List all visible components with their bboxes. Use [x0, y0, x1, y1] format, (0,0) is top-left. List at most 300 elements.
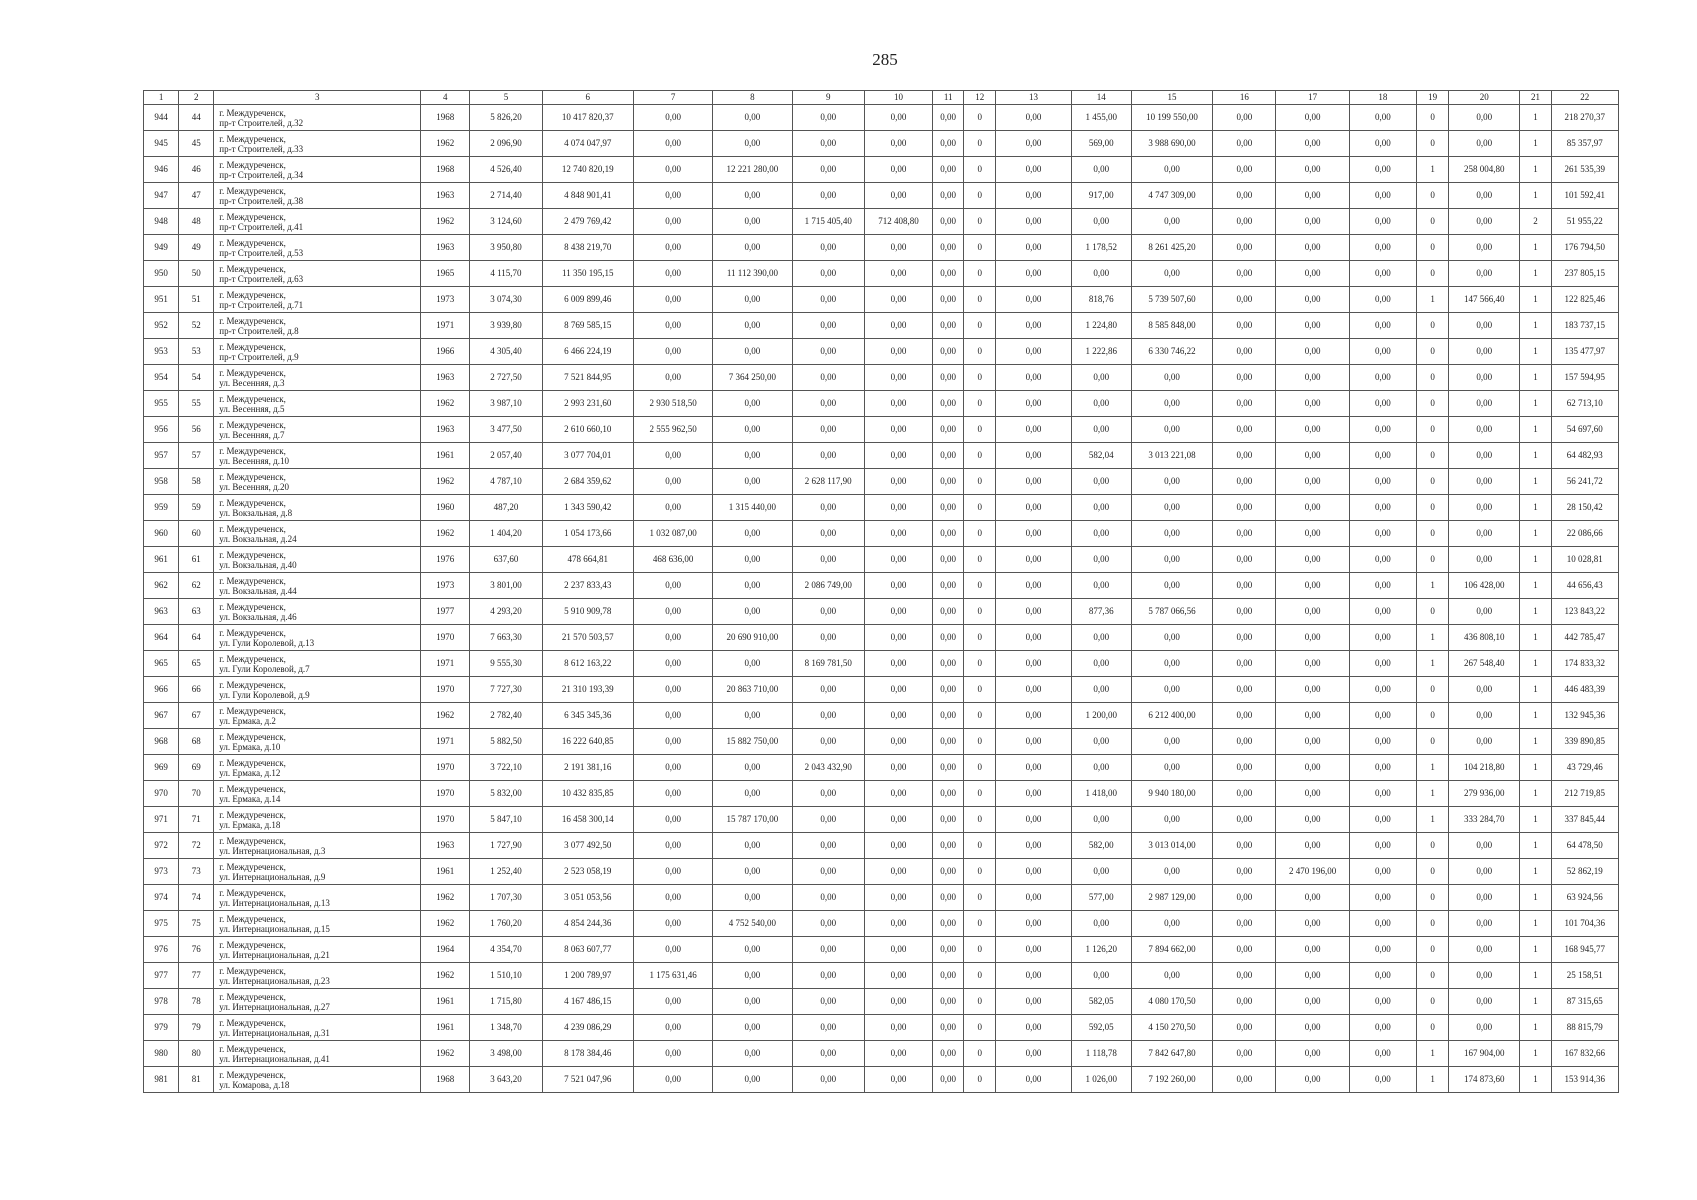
table-cell: 15 882 750,00 [713, 729, 792, 755]
table-cell: 59 [179, 495, 214, 521]
table-cell: 15 787 170,00 [713, 807, 792, 833]
column-header: 2 [179, 91, 214, 105]
table-cell: 0,00 [996, 183, 1071, 209]
table-cell: 0,00 [1349, 209, 1416, 235]
table-cell: 979 [144, 1015, 179, 1041]
table-cell: 1 [1520, 443, 1551, 469]
table-cell: 0,00 [633, 339, 712, 365]
table-body [144, 105, 1619, 1093]
address-street: ул. Интернациональная, д.27 [219, 1001, 330, 1012]
table-cell: 0,00 [864, 339, 932, 365]
table-cell: 218 270,37 [1551, 105, 1618, 131]
address-city: г. Междуреченск, [219, 523, 286, 534]
table-cell: 0,00 [1213, 651, 1276, 677]
table-cell: 0,00 [1213, 781, 1276, 807]
table-cell: 0,00 [1449, 1015, 1520, 1041]
table-cell: 0 [1417, 443, 1449, 469]
table-cell: 0 [964, 521, 996, 547]
table-cell: 45 [179, 131, 214, 157]
table-cell: 1 [1520, 391, 1551, 417]
table-cell: 0,00 [996, 729, 1071, 755]
column-header: 22 [1551, 91, 1618, 105]
table-row [144, 469, 1619, 495]
table-cell: 966 [144, 677, 179, 703]
table-cell: 54 [179, 365, 214, 391]
table-cell: 0,00 [1131, 261, 1212, 287]
table-cell: 0,00 [713, 651, 792, 677]
address-cell [214, 521, 421, 547]
table-cell: 3 987,10 [470, 391, 542, 417]
table-cell: 0,00 [864, 911, 932, 937]
address-cell [214, 417, 421, 443]
table-cell: 0,00 [1213, 495, 1276, 521]
table-cell: 122 825,46 [1551, 287, 1618, 313]
address-street: пр-т Строителей, д.33 [219, 143, 304, 154]
table-cell: 4 848 901,41 [542, 183, 633, 209]
table-cell: 1 [1520, 235, 1551, 261]
table-cell: 0,00 [1071, 625, 1131, 651]
table-cell: 2 555 962,50 [633, 417, 712, 443]
table-cell: 0 [964, 105, 996, 131]
table-cell: 0,00 [996, 313, 1071, 339]
table-cell: 0,00 [1276, 703, 1349, 729]
table-cell: 9 940 180,00 [1131, 781, 1212, 807]
address-cell [214, 625, 421, 651]
table-row [144, 573, 1619, 599]
table-cell: 63 [179, 599, 214, 625]
address-street: пр-т Строителей, д.32 [219, 117, 304, 128]
address-street: ул. Ермака, д.14 [219, 793, 281, 804]
table-cell: 73 [179, 859, 214, 885]
address-street: ул. Весенняя, д.10 [219, 455, 289, 466]
table-cell: 1 348,70 [470, 1015, 542, 1041]
table-cell: 0,00 [1449, 677, 1520, 703]
column-header: 3 [214, 91, 421, 105]
table-cell: 0,00 [1276, 209, 1349, 235]
table-cell: 0,00 [713, 391, 792, 417]
table-cell: 22 086,66 [1551, 521, 1618, 547]
table-cell: 0 [1417, 1015, 1449, 1041]
table-cell: 0,00 [1349, 989, 1416, 1015]
table-cell: 0,00 [1449, 131, 1520, 157]
table-cell: 1963 [421, 365, 470, 391]
table-row [144, 807, 1619, 833]
address-city: г. Междуреченск, [219, 653, 286, 664]
table-cell: 976 [144, 937, 179, 963]
table-cell: 0 [1417, 989, 1449, 1015]
table-cell: 1 [1520, 885, 1551, 911]
table-cell: 2 684 359,62 [542, 469, 633, 495]
table-cell: 0 [964, 131, 996, 157]
table-cell: 582,05 [1071, 989, 1131, 1015]
table-row [144, 599, 1619, 625]
table-cell: 0,00 [864, 365, 932, 391]
address-cell [214, 859, 421, 885]
column-header: 7 [633, 91, 712, 105]
table-cell: 0,00 [1213, 755, 1276, 781]
table-cell: 0,00 [933, 937, 964, 963]
table-cell: 0 [964, 235, 996, 261]
table-cell: 0,00 [996, 417, 1071, 443]
table-cell: 0 [1417, 547, 1449, 573]
table-cell: 1 [1520, 547, 1551, 573]
table-cell: 1962 [421, 391, 470, 417]
table-cell: 52 [179, 313, 214, 339]
table-cell: 818,76 [1071, 287, 1131, 313]
address-street: пр-т Строителей, д.34 [219, 169, 304, 180]
table-cell: 0,00 [633, 677, 712, 703]
table-cell: 0,00 [1213, 885, 1276, 911]
table-cell: 21 570 503,57 [542, 625, 633, 651]
table-cell: 87 315,65 [1551, 989, 1618, 1015]
address-city: г. Междуреченск, [219, 497, 286, 508]
column-header: 1 [144, 91, 179, 105]
table-cell: 0,00 [1071, 365, 1131, 391]
table-cell: 0,00 [864, 989, 932, 1015]
table-cell: 4 305,40 [470, 339, 542, 365]
table-cell: 0,00 [792, 131, 864, 157]
table-cell: 237 805,15 [1551, 261, 1618, 287]
table-cell: 0,00 [996, 1015, 1071, 1041]
table-cell: 0,00 [1213, 417, 1276, 443]
address-cell [214, 703, 421, 729]
table-cell: 279 936,00 [1449, 781, 1520, 807]
table-cell: 261 535,39 [1551, 157, 1618, 183]
table-cell: 4 854 244,36 [542, 911, 633, 937]
table-row [144, 703, 1619, 729]
table-cell: 0,00 [1071, 859, 1131, 885]
table-cell: 0,00 [1449, 599, 1520, 625]
table-cell: 0,00 [1276, 287, 1349, 313]
table-cell: 0,00 [996, 495, 1071, 521]
table-cell: 1970 [421, 625, 470, 651]
table-cell: 0,00 [1213, 963, 1276, 989]
table-cell: 6 466 224,19 [542, 339, 633, 365]
table-cell: 0,00 [1349, 755, 1416, 781]
address-city: г. Междуреченск, [219, 341, 286, 352]
address-cell [214, 651, 421, 677]
table-cell: 0,00 [864, 313, 932, 339]
table-cell: 1 715,80 [470, 989, 542, 1015]
table-cell: 0,00 [933, 1067, 964, 1093]
table-row [144, 963, 1619, 989]
table-cell: 1963 [421, 833, 470, 859]
address-street: ул. Весенняя, д.20 [219, 481, 289, 492]
table-cell: 6 212 400,00 [1131, 703, 1212, 729]
table-cell: 0 [964, 625, 996, 651]
table-cell: 0 [964, 755, 996, 781]
column-header: 10 [864, 91, 932, 105]
table-cell: 0,00 [1349, 313, 1416, 339]
table-cell: 0,00 [996, 989, 1071, 1015]
table-cell: 64 482,93 [1551, 443, 1618, 469]
table-cell: 174 833,32 [1551, 651, 1618, 677]
column-header: 19 [1417, 91, 1449, 105]
address-cell [214, 105, 421, 131]
table-cell: 0 [964, 391, 996, 417]
address-street: ул. Вокзальная, д.46 [219, 611, 297, 622]
table-cell: 0,00 [1449, 885, 1520, 911]
table-cell: 1 418,00 [1071, 781, 1131, 807]
table-cell: 0,00 [1449, 547, 1520, 573]
table-cell: 0,00 [1213, 703, 1276, 729]
table-cell: 0,00 [633, 261, 712, 287]
table-cell: 3 988 690,00 [1131, 131, 1212, 157]
table-cell: 1 707,30 [470, 885, 542, 911]
table-cell: 946 [144, 157, 179, 183]
table-cell: 1 200,00 [1071, 703, 1131, 729]
table-cell: 0,00 [1213, 989, 1276, 1015]
table-cell: 0,00 [1276, 183, 1349, 209]
table-cell: 0,00 [1449, 469, 1520, 495]
table-cell: 0,00 [1213, 521, 1276, 547]
table-cell: 0,00 [1349, 911, 1416, 937]
table-cell: 0,00 [1213, 235, 1276, 261]
table-cell: 0,00 [864, 859, 932, 885]
table-cell: 3 950,80 [470, 235, 542, 261]
table-cell: 20 863 710,00 [713, 677, 792, 703]
address-city: г. Междуреченск, [219, 393, 286, 404]
table-cell: 3 939,80 [470, 313, 542, 339]
table-cell: 3 013 014,00 [1131, 833, 1212, 859]
table-cell: 7 521 047,96 [542, 1067, 633, 1093]
table-cell: 63 924,56 [1551, 885, 1618, 911]
table-cell: 0 [1417, 313, 1449, 339]
table-cell: 60 [179, 521, 214, 547]
table-cell: 0,00 [933, 209, 964, 235]
table-cell: 1 [1520, 573, 1551, 599]
table-cell: 0,00 [1276, 469, 1349, 495]
address-city: г. Междуреченск, [219, 367, 286, 378]
table-cell: 0,00 [1131, 521, 1212, 547]
data-table [143, 90, 1619, 1093]
table-cell: 0,00 [1071, 495, 1131, 521]
table-cell: 2 628 117,90 [792, 469, 864, 495]
table-cell: 967 [144, 703, 179, 729]
table-cell: 0,00 [713, 573, 792, 599]
table-cell: 0,00 [713, 547, 792, 573]
table-cell: 478 664,81 [542, 547, 633, 573]
table-cell: 1 054 173,66 [542, 521, 633, 547]
table-cell: 0,00 [713, 469, 792, 495]
table-cell: 62 713,10 [1551, 391, 1618, 417]
table-cell: 0,00 [713, 1041, 792, 1067]
table-cell: 0,00 [792, 235, 864, 261]
table-cell: 123 843,22 [1551, 599, 1618, 625]
table-cell: 0 [964, 781, 996, 807]
table-cell: 0 [964, 1015, 996, 1041]
table-cell: 0 [1417, 833, 1449, 859]
address-street: ул. Вокзальная, д.24 [219, 533, 297, 544]
table-cell: 2 782,40 [470, 703, 542, 729]
table-cell: 1963 [421, 417, 470, 443]
table-cell: 16 222 640,85 [542, 729, 633, 755]
table-cell: 0 [1417, 183, 1449, 209]
table-cell: 0,00 [1276, 1067, 1349, 1093]
table-cell: 1962 [421, 963, 470, 989]
table-cell: 70 [179, 781, 214, 807]
column-header: 13 [996, 91, 1071, 105]
column-header: 12 [964, 91, 996, 105]
table-cell: 0,00 [1349, 885, 1416, 911]
table-cell: 3 801,00 [470, 573, 542, 599]
table-row [144, 651, 1619, 677]
address-street: ул. Ермака, д.2 [219, 715, 276, 726]
table-cell: 0,00 [1276, 235, 1349, 261]
table-cell: 0 [1417, 391, 1449, 417]
table-cell: 53 [179, 339, 214, 365]
table-cell: 258 004,80 [1449, 157, 1520, 183]
table-cell: 0,00 [1213, 729, 1276, 755]
table-cell: 0,00 [633, 365, 712, 391]
table-cell: 0 [964, 677, 996, 703]
table-cell: 0,00 [933, 677, 964, 703]
table-cell: 487,20 [470, 495, 542, 521]
address-city: г. Междуреченск, [219, 939, 286, 950]
table-cell: 0,00 [792, 521, 864, 547]
table-cell: 3 722,10 [470, 755, 542, 781]
table-cell: 0,00 [1131, 417, 1212, 443]
table-cell: 0,00 [1349, 105, 1416, 131]
table-cell: 0,00 [792, 963, 864, 989]
table-cell: 0,00 [1213, 1041, 1276, 1067]
table-cell: 0,00 [864, 573, 932, 599]
table-cell: 0,00 [633, 495, 712, 521]
table-cell: 0,00 [1276, 755, 1349, 781]
table-cell: 81 [179, 1067, 214, 1093]
table-cell: 0,00 [864, 1015, 932, 1041]
table-cell: 0,00 [1131, 755, 1212, 781]
table-cell: 0,00 [792, 599, 864, 625]
table-cell: 1 [1520, 677, 1551, 703]
table-cell: 1 [1520, 495, 1551, 521]
table-cell: 0,00 [1131, 157, 1212, 183]
address-cell [214, 547, 421, 573]
address-street: ул. Интернациональная, д.41 [219, 1053, 330, 1064]
table-cell: 1971 [421, 313, 470, 339]
table-cell: 0,00 [1349, 651, 1416, 677]
address-city: г. Междуреченск, [219, 1069, 286, 1080]
table-row [144, 989, 1619, 1015]
table-cell: 0,00 [1349, 729, 1416, 755]
table-cell: 0,00 [1213, 209, 1276, 235]
table-cell: 183 737,15 [1551, 313, 1618, 339]
table-cell: 1966 [421, 339, 470, 365]
table-cell: 1 178,52 [1071, 235, 1131, 261]
table-cell: 0,00 [996, 443, 1071, 469]
table-cell: 0,00 [1276, 261, 1349, 287]
table-cell: 0 [964, 183, 996, 209]
table-cell: 1961 [421, 859, 470, 885]
table-cell: 1 [1520, 469, 1551, 495]
table-cell: 0,00 [1213, 339, 1276, 365]
table-cell: 0 [964, 651, 996, 677]
table-cell: 0,00 [633, 313, 712, 339]
address-cell [214, 599, 421, 625]
table-row [144, 781, 1619, 807]
table-cell: 0 [964, 885, 996, 911]
table-cell: 1 [1520, 963, 1551, 989]
table-cell: 0,00 [633, 1015, 712, 1041]
table-cell: 0,00 [633, 625, 712, 651]
table-cell: 2 096,90 [470, 131, 542, 157]
table-cell: 71 [179, 807, 214, 833]
table-cell: 58 [179, 469, 214, 495]
column-header: 4 [421, 91, 470, 105]
table-cell: 8 769 585,15 [542, 313, 633, 339]
table-cell: 0,00 [792, 885, 864, 911]
table-cell: 0,00 [1213, 131, 1276, 157]
table-cell: 0,00 [996, 807, 1071, 833]
table-cell: 0,00 [1349, 573, 1416, 599]
table-cell: 0,00 [1071, 391, 1131, 417]
table-cell: 0 [964, 443, 996, 469]
table-cell: 0 [1417, 911, 1449, 937]
table-cell: 1 760,20 [470, 911, 542, 937]
table-cell: 0,00 [933, 807, 964, 833]
table-cell: 0 [964, 313, 996, 339]
table-cell: 80 [179, 1041, 214, 1067]
table-cell: 0,00 [633, 833, 712, 859]
table-cell: 0,00 [633, 287, 712, 313]
table-cell: 0,00 [933, 1041, 964, 1067]
table-cell: 0,00 [713, 183, 792, 209]
table-cell: 968 [144, 729, 179, 755]
table-cell: 0 [1417, 339, 1449, 365]
address-cell [214, 989, 421, 1015]
address-cell [214, 1067, 421, 1093]
table-cell: 0,00 [633, 599, 712, 625]
table-cell: 0 [964, 365, 996, 391]
table-row [144, 729, 1619, 755]
table-cell: 0,00 [1349, 859, 1416, 885]
table-cell: 0,00 [1349, 365, 1416, 391]
table-cell: 0,00 [933, 313, 964, 339]
address-city: г. Междуреченск, [219, 107, 286, 118]
table-cell: 0,00 [633, 703, 712, 729]
table-cell: 0,00 [996, 261, 1071, 287]
table-cell: 0,00 [1276, 339, 1349, 365]
address-city: г. Междуреченск, [219, 887, 286, 898]
table-cell: 0,00 [864, 235, 932, 261]
table-cell: 4 150 270,50 [1131, 1015, 1212, 1041]
table-cell: 16 458 300,14 [542, 807, 633, 833]
table-cell: 0,00 [933, 469, 964, 495]
table-cell: 0,00 [1449, 339, 1520, 365]
address-street: ул. Гули Королевой, д.13 [219, 637, 315, 648]
table-cell: 2 930 518,50 [633, 391, 712, 417]
table-cell: 1968 [421, 1067, 470, 1093]
table-cell: 945 [144, 131, 179, 157]
table-cell: 0,00 [1449, 833, 1520, 859]
table-cell: 1960 [421, 495, 470, 521]
table-row [144, 1015, 1619, 1041]
table-cell: 1 [1520, 755, 1551, 781]
table-cell: 0,00 [713, 443, 792, 469]
table-cell: 0 [964, 261, 996, 287]
table-cell: 0,00 [633, 937, 712, 963]
address-street: пр-т Строителей, д.9 [219, 351, 299, 362]
table-cell: 8 169 781,50 [792, 651, 864, 677]
table-cell: 11 112 390,00 [713, 261, 792, 287]
table-cell: 147 566,40 [1449, 287, 1520, 313]
table-cell: 0,00 [996, 391, 1071, 417]
table-cell: 0 [964, 911, 996, 937]
table-cell: 0,00 [864, 651, 932, 677]
table-cell: 0,00 [1213, 287, 1276, 313]
table-cell: 0,00 [1349, 937, 1416, 963]
table-cell: 4 074 047,97 [542, 131, 633, 157]
